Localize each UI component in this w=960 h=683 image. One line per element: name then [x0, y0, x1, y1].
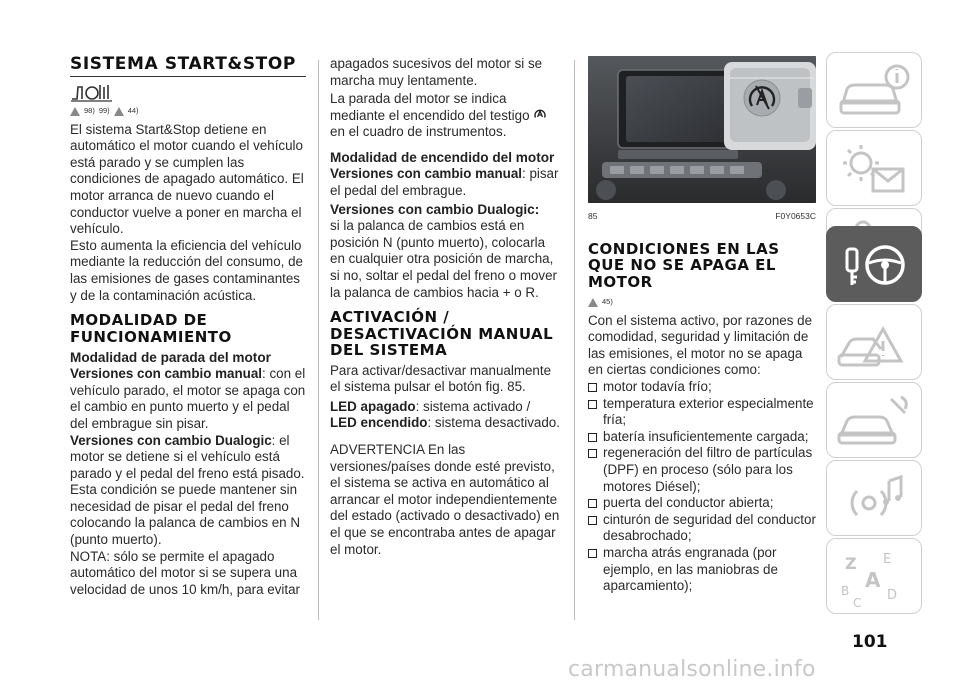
multimedia-icon	[827, 461, 923, 537]
warning-ref: 45)	[602, 297, 613, 307]
checkbox-bullet-icon	[588, 549, 597, 558]
warning-ref: 99)	[98, 106, 110, 115]
sidebar-tab-car-crash[interactable]	[826, 304, 922, 380]
section-heading-modalidad: MODALIDAD DE FUNCIONAMIENTO	[70, 311, 232, 346]
svg-text:Z: Z	[845, 554, 857, 573]
watermark-text: carmanualsonline.info	[568, 657, 816, 682]
list-item: regeneración del filtro de partículas (DPF) en proceso (sólo para los motores Diésel);	[588, 445, 816, 495]
paragraph-dualogic: si la palanca de cambios está en posición N (punto muerto), colocarla en cualquier otra posición de marcha, si no, soltar el pedal del freno o mover la palanca de cambios hacia + o R.	[330, 218, 558, 300]
led-encendido-text: : sistema desactivado.	[427, 415, 560, 431]
page-number: 101	[852, 632, 888, 652]
warning-triangle-icon	[114, 107, 124, 116]
checkbox-bullet-icon	[588, 433, 597, 442]
manual-text: : con el vehículo parado, el motor se apaga con el cambio en punto muerto y el pedal del embrague sin pisar.	[70, 366, 306, 431]
led-encendido-label: LED encendido	[330, 415, 428, 431]
svg-text:A: A	[865, 568, 881, 592]
condition-list	[588, 379, 816, 595]
led-apagado-label: LED apagado	[330, 398, 416, 414]
list-item: cinturón de seguridad del conductor desabrochado;	[588, 512, 816, 545]
sidebar-tab-car-info[interactable]	[826, 52, 922, 128]
list-item: motor todavía frío;	[588, 379, 816, 396]
figure-85-dashboard-photo	[588, 56, 816, 203]
subheading-parada: Modalidad de parada del motor	[70, 350, 271, 366]
svg-text:C: C	[853, 596, 862, 610]
testigo-text-b: en el cuadro de instrumentos.	[330, 124, 507, 140]
subheading-encendido: Modalidad de encendido del motor	[330, 149, 555, 165]
dualogic-label: Versiones con cambio Dualogic	[70, 432, 272, 448]
paragraph-intro: Con el sistema activo, por razones de comodidad, seguridad y limitación de las emisiones, el motor no se apaga en ciertas condiciones como:	[588, 312, 813, 378]
checkbox-bullet-icon	[588, 383, 597, 392]
dashboard-photo	[588, 56, 816, 203]
warning-ref: 98)	[84, 106, 95, 115]
svg-text:E: E	[883, 552, 892, 567]
sidebar-tab-warning-lights[interactable]	[826, 130, 922, 206]
paragraph: apagados sucesivos del motor si se marcha muy lentamente.	[330, 56, 543, 88]
paragraph-manual	[330, 166, 562, 199]
warning-references	[70, 103, 306, 120]
key-steering-wheel-icon	[827, 227, 923, 303]
alphabet-index-icon	[827, 539, 923, 615]
svg-text:D: D	[887, 588, 898, 603]
dualogic-text: : el motor se detiene si el vehículo está parado y el pedal del freno está pisado. Esta condición se puede mantener sin necesidad de pisar el pedal del freno colocando la palanca de cambios en N (punto muerto).	[70, 432, 305, 548]
paragraph: Esto aumenta la eficiencia del vehículo mediante la reducción del consumo, de las emisiones de gases contaminantes y de la contaminación acústica.	[70, 237, 303, 303]
checkbox-bullet-icon	[588, 516, 597, 525]
paragraph-advertencia: ADVERTENCIA En las versiones/países donde esté previsto, el sistema se activa en automático al arrancar el motor independientemente del estado (activado o desactivado) en el que se encontraba antes de apagar el motor.	[330, 442, 560, 557]
column-2	[330, 56, 562, 558]
warning-ref: 44)	[127, 106, 139, 115]
warning-references	[588, 294, 816, 311]
paragraph: El sistema Start&Stop detiene en automático el motor cuando el vehículo está parado y se cumplen las condiciones de apagado automático. El motor arranca de nuevo cuando el conductor vuelve a poner en marcha el vehículo.	[70, 121, 304, 237]
warning-lights-icon	[827, 131, 923, 207]
start-stop-icon	[70, 81, 114, 103]
paragraph: Para activar/desactivar manualmente el sistema pulsar el botón fig. 85.	[330, 362, 552, 395]
sidebar-tab-alphabet-index[interactable]	[826, 538, 922, 614]
paragraph-led-apagado	[330, 399, 562, 416]
sidebar-tab-multimedia[interactable]	[826, 460, 922, 536]
start-stop-warning-light-icon	[533, 108, 547, 121]
paragraph-dualogic	[70, 433, 306, 549]
car-crash-icon	[827, 305, 923, 381]
list-item: puerta del conductor abierta;	[588, 495, 816, 512]
svg-text:B: B	[841, 584, 850, 598]
checkbox-bullet-icon	[588, 449, 597, 458]
paragraph-led-encendido	[330, 415, 562, 432]
checkbox-bullet-icon	[588, 499, 597, 508]
figure-number: 85	[588, 211, 598, 221]
testigo-text-a: La parada del motor se indica mediante el encendido del testigo	[330, 91, 530, 123]
list-item: batería insuficientemente cargada;	[588, 429, 816, 446]
led-apagado-text: : sistema activado /	[415, 398, 531, 414]
paragraph-testigo	[330, 91, 562, 141]
paragraph-manual	[70, 366, 306, 432]
car-wrench-icon	[827, 383, 923, 459]
checkbox-bullet-icon	[588, 400, 597, 409]
section-title-start-stop: SISTEMA START&STOP	[70, 54, 296, 74]
manual-label: Versiones con cambio manual	[330, 165, 522, 181]
dualogic-label: Versiones con cambio Dualogic:	[330, 202, 540, 218]
manual-label: Versiones con cambio manual	[70, 366, 262, 382]
warning-triangle-icon	[588, 298, 598, 307]
column-divider	[574, 60, 575, 620]
paragraph-nota: NOTA: sólo se permite el apagado automático del motor si se supera una velocidad de unos 10 km/h, para evitar	[70, 548, 301, 597]
list-item: marcha atrás engranada (por ejemplo, en las maniobras de aparcamiento);	[588, 545, 816, 595]
column-3	[588, 56, 816, 595]
manual-text: : pisar el pedal del embrague.	[330, 165, 559, 198]
figure-caption	[588, 208, 816, 225]
warning-triangle-icon	[70, 107, 80, 116]
title-rule	[70, 76, 306, 77]
section-heading-condiciones: CONDICIONES EN LAS QUE NO SE APAGA EL MOTOR	[588, 239, 780, 291]
sidebar-tab-key-steering-wheel[interactable]	[826, 226, 922, 302]
start-stop-symbol	[70, 81, 306, 103]
car-info-icon	[827, 53, 923, 129]
list-item: temperatura exterior especialmente fría;	[588, 396, 816, 429]
figure-code: F0Y0653C	[775, 211, 816, 221]
column-1	[70, 55, 306, 598]
sidebar-tab-car-wrench[interactable]	[826, 382, 922, 458]
section-heading-activacion: ACTIVACIÓN / DESACTIVACIÓN MANUAL DEL SISTEMA	[330, 308, 554, 360]
column-divider	[318, 60, 319, 620]
